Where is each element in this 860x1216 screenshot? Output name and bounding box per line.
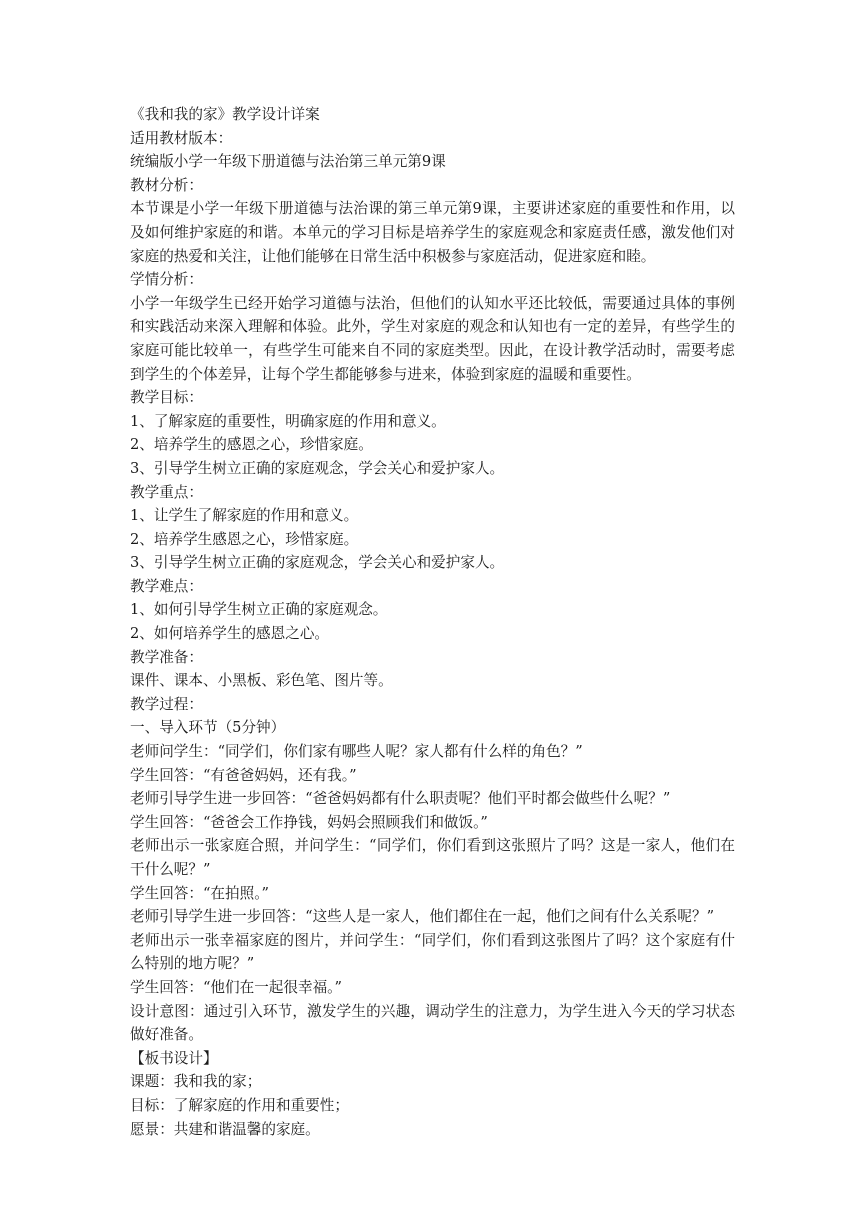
focus-item: 3、引导学生树立正确的家庭观念，学会关心和爱护家人。 (130, 554, 505, 572)
analysis-paragraph: 本节课是小学一年级下册道德与法治课的第三单元第9课，主要讲述家庭的重要性和作用，以及如何维护家庭的和谐。本单元的学习目标是培养学生的家庭观念和家庭责任感，激发他们对家庭的热爱和关注，让他们能够在日常生活中积极参与家庭活动，促进家庭和睦。 (130, 200, 735, 265)
version-text: 统编版小学一年级下册道德与法治第三单元第9课 (130, 153, 446, 171)
version-heading: 适用教材版本： (130, 129, 233, 147)
goal-item: 2、培养学生的感恩之心，珍惜家庭。 (130, 436, 373, 454)
dialogue-line: 老师引导学生进一步回答：“这些人是一家人，他们都住在一起，他们之间有什么关系呢？” (130, 908, 715, 926)
board-item: 目标：了解家庭的作用和重要性； (130, 1096, 349, 1114)
design-intent: 设计意图：通过引入环节，激发学生的兴趣，调动学生的注意力，为学生进入今天的学习状态做好准备。 (130, 1002, 735, 1044)
prep-heading: 教学准备： (130, 648, 203, 666)
dialogue-line: 老师出示一张幸福家庭的图片，并问学生：“同学们，你们看到这张图片了吗？这个家庭有什么特别的地方呢？” (130, 931, 735, 973)
goal-item: 3、引导学生树立正确的家庭观念，学会关心和爱护家人。 (130, 459, 505, 477)
board-heading: 【板书设计】 (130, 1049, 218, 1067)
learner-heading: 学情分析： (130, 271, 203, 289)
dialogue-line: 学生回答：“有爸爸妈妈，还有我。” (130, 766, 357, 784)
dialogue-line: 老师出示一张家庭合照，并问学生：“同学们，你们看到这张照片了吗？这是一家人，他们在干什么呢？” (130, 837, 735, 878)
learner-paragraph: 小学一年级学生已经开始学习道德与法治，但他们的认知水平还比较低，需要通过具体的事例和实践活动来深入理解和体验。此外，学生对家庭的观念和认知也有一定的差异，有些学生的家庭可能比较单一，有些学生可能来自不同的家庭类型。因此，在设计教学活动时，需要考虑到学生的个体差异，让每个学生都能够参与进来，体验到家庭的温暖和重要性。 (130, 294, 735, 383)
focus-item: 1、让学生了解家庭的作用和意义。 (130, 507, 359, 525)
document-title: 《我和我的家》教学设计详案 (130, 106, 320, 123)
difficulty-item: 2、如何培养学生的感恩之心。 (130, 625, 330, 643)
prep-text: 课件、课本、小黑板、彩色笔、图片等。 (130, 672, 393, 690)
dialogue-line: 老师问学生：“同学们，你们家有哪些人呢？家人都有什么样的角色？” (130, 743, 583, 761)
focus-item: 2、培养学生感恩之心，珍惜家庭。 (130, 530, 359, 548)
board-item: 愿景：共建和谐温馨的家庭。 (130, 1120, 320, 1138)
dialogue-line: 学生回答：“他们在一起很幸福。” (130, 978, 342, 996)
process-heading: 教学过程： (130, 695, 203, 713)
intro-heading: 一、导入环节（5分钟） (130, 719, 286, 737)
goal-item: 1、了解家庭的重要性，明确家庭的作用和意义。 (130, 412, 446, 430)
dialogue-line: 老师引导学生进一步回答：“爸爸妈妈都有什么职责呢？他们平时都会做些什么呢？” (130, 790, 671, 808)
difficulty-item: 1、如何引导学生树立正确的家庭观念。 (130, 601, 388, 619)
document-body (130, 103, 735, 1141)
analysis-heading: 教材分析： (130, 176, 203, 194)
difficulty-heading: 教学难点： (130, 577, 203, 595)
goals-heading: 教学目标： (130, 389, 203, 407)
board-item: 课题：我和我的家； (130, 1073, 262, 1091)
focus-heading: 教学重点： (130, 483, 203, 501)
dialogue-line: 学生回答：“在拍照。” (130, 884, 269, 902)
dialogue-line: 学生回答：“爸爸会工作挣钱，妈妈会照顾我们和做饭。” (130, 813, 488, 831)
